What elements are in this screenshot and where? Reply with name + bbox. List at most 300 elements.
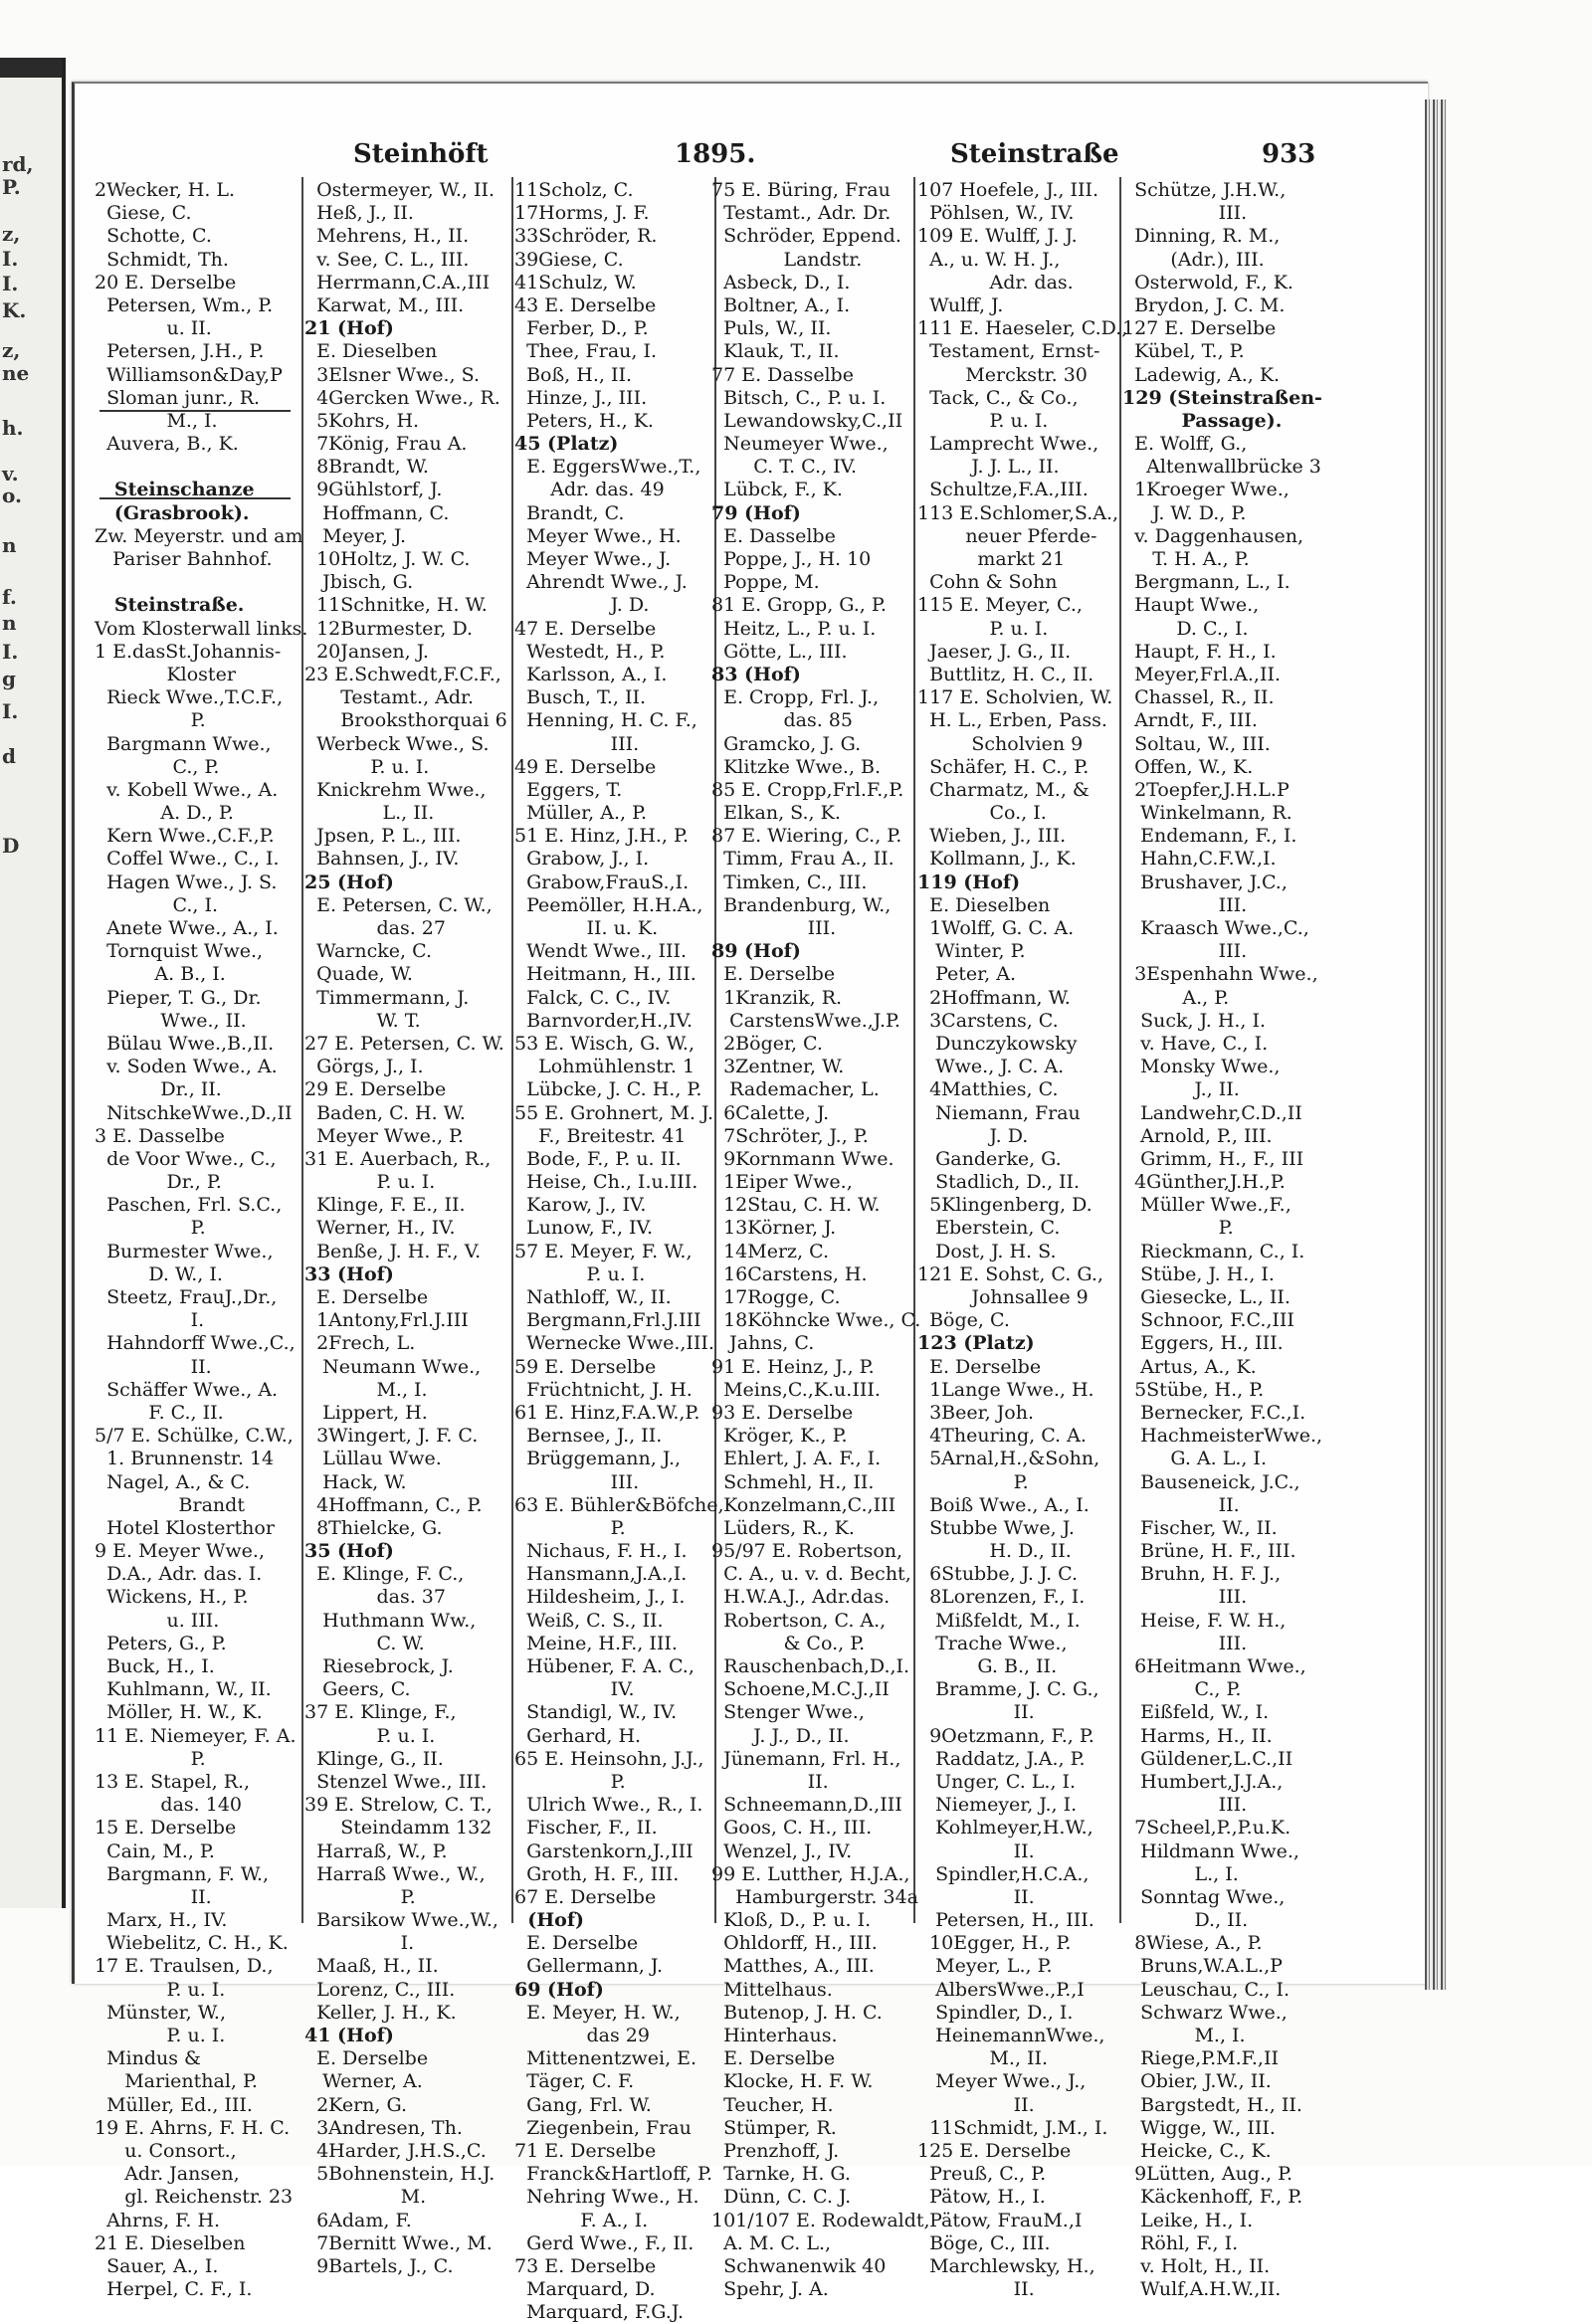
directory-line: Bode, F., P. u. II. <box>514 1147 682 1170</box>
directory-line: Heß, J., II. <box>304 202 414 225</box>
directory-line: 1Kranzik, R. <box>711 986 843 1009</box>
directory-line: Leike, H., I. <box>1122 2209 1254 2231</box>
directory-line: Landstr. <box>711 248 863 271</box>
directory-line: 9Bartels, J., C. <box>304 2254 454 2277</box>
directory-line: 2Böger, C. <box>711 1032 823 1055</box>
directory-line: Gerhard, H. <box>514 1724 642 1747</box>
directory-line: Jahns, C. <box>711 1332 815 1355</box>
directory-line: 25 (Hof) <box>304 871 394 893</box>
directory-line: Niemann, Frau <box>917 1101 1081 1124</box>
directory-line: Nehring Wwe., H. <box>514 2186 699 2209</box>
directory-line: Brooksthorquai 6 <box>304 709 507 732</box>
directory-line: Konzelmann,C.,III <box>711 1493 896 1516</box>
directory-line: Huthmann Ww., <box>304 1609 477 1632</box>
directory-line: E. Dasselbe <box>711 524 836 547</box>
directory-line: 18Köhncke Wwe., C. <box>711 1309 921 1332</box>
directory-line: F. A., I. <box>514 2209 649 2231</box>
directory-line: Lippert, H. <box>304 1401 428 1424</box>
directory-line: Klitzke Wwe., B. <box>711 755 882 778</box>
directory-line: Heitmann, H., III. <box>514 963 696 986</box>
directory-line: II. <box>917 1701 1035 1724</box>
directory-line: 1Lange Wwe., H. <box>917 1378 1094 1401</box>
directory-line: Eggers, T. <box>514 778 623 801</box>
directory-line: Obier, J.W., II. <box>1122 2070 1272 2093</box>
directory-line: 8Brandt, W. <box>304 456 429 479</box>
directory-line: (Hof) <box>514 1909 585 1932</box>
directory-line: Jbisch, G. <box>304 571 414 594</box>
directory-line: 10Holtz, J. W. C. <box>304 548 471 570</box>
directory-line: III. <box>514 732 640 755</box>
margin-fragment: d <box>2 744 16 768</box>
directory-line: Haupt Wwe., <box>1122 594 1260 617</box>
directory-line: Brandt, C. <box>514 501 625 524</box>
directory-line: Ahrns, F. H. <box>95 2209 221 2231</box>
directory-line: M. <box>304 2186 427 2209</box>
directory-line: Heise, F. W. H., <box>1122 1609 1287 1632</box>
directory-line: 127 E. Derselbe <box>1122 317 1277 340</box>
directory-line: Brydon, J. C. M. <box>1122 293 1286 316</box>
directory-line: 17Rogge, C. <box>711 1286 841 1308</box>
margin-fragment: ne <box>2 361 30 385</box>
directory-line: Williamson&Day,P <box>95 363 283 386</box>
margin-fragment: o. <box>2 484 22 507</box>
margin-fragment: I. <box>2 640 19 664</box>
directory-line: Teucher, H. <box>711 2093 834 2116</box>
directory-line: 11Scholz, C. <box>514 179 634 201</box>
directory-line: 59 E. Derselbe <box>514 1355 657 1378</box>
directory-line: E. Derselbe <box>514 1932 639 1955</box>
directory-line: Lübck, F., K. <box>711 479 843 501</box>
directory-line: 6Heitmann Wwe., <box>1122 1655 1306 1677</box>
directory-line: Hagen Wwe., J. S. <box>95 871 278 893</box>
directory-line: Pieper, T. G., Dr. <box>95 986 262 1009</box>
directory-line: 17 E. Traulsen, D., <box>95 1955 274 1978</box>
directory-line: P. u. I. <box>95 1978 226 2001</box>
directory-line: NitschkeWwe.,D.,II <box>95 1101 293 1124</box>
directory-line: 20 E. Derselbe <box>95 271 237 293</box>
directory-line: 63 E. Bühler&Böfche, <box>514 1493 724 1516</box>
directory-line: Poppe, J., H. 10 <box>711 548 872 570</box>
directory-line: Spindler,H.C.A., <box>917 1862 1090 1885</box>
directory-line: Rieckmann, C., I. <box>1122 1240 1305 1262</box>
directory-line: Osterwold, F., K. <box>1122 271 1294 293</box>
directory-line: 5Arnal,H.,&Sohn, <box>917 1448 1100 1470</box>
directory-line: II. <box>95 1355 212 1378</box>
directory-line: 3 E. Dasselbe <box>95 1124 225 1147</box>
directory-line: 1Wolff, G. C. A. <box>917 917 1075 939</box>
directory-line: Vom Klosterwall links. <box>95 617 308 640</box>
directory-line: Soltau, W., III. <box>1122 732 1271 755</box>
directory-line: P. <box>95 1747 206 1770</box>
directory-line: Elkan, S., K. <box>711 802 841 825</box>
directory-line: 6Calette, J. <box>711 1101 830 1124</box>
header-right-street: Steinstraße <box>950 139 1119 169</box>
directory-line: Leuschau, C., I. <box>1122 1978 1291 2001</box>
directory-line: Schwanenwik 40 <box>711 2254 887 2277</box>
directory-line: Arndt, F., III. <box>1122 709 1258 732</box>
directory-line: de Voor Wwe., C., <box>95 1147 277 1170</box>
directory-line: Meyer Wwe., J., <box>917 2070 1087 2093</box>
directory-line: HachmeisterWwe., <box>1122 1425 1323 1448</box>
directory-line: Peter, A. <box>917 963 1017 986</box>
directory-line: Bruhn, H. F. J., <box>1122 1563 1282 1586</box>
margin-fragment: rd, <box>2 152 34 176</box>
directory-line: III. <box>1122 202 1248 225</box>
directory-line: Klauk, T., II. <box>711 340 840 363</box>
directory-line: Wernecke Wwe.,III. <box>514 1332 714 1355</box>
directory-line: Petersen, Wm., P. <box>95 293 274 316</box>
directory-line: F., Breitestr. 41 <box>514 1124 687 1147</box>
directory-line: Mittenentzwei, E. <box>514 2047 697 2070</box>
directory-line: E. Dieselben <box>917 893 1051 916</box>
directory-line: 79 (Hof) <box>711 501 801 524</box>
directory-line: Ulrich Wwe., R., I. <box>514 1794 703 1817</box>
margin-fragment: g <box>2 667 16 690</box>
directory-line: Meins,C.,K.u.III. <box>711 1378 881 1401</box>
directory-line: Schmehl, H., II. <box>711 1470 875 1493</box>
directory-line: 3Carstens, C. <box>917 1009 1059 1032</box>
directory-line: Franck&Hartloff, P. <box>514 2163 712 2186</box>
directory-line: 109 E. Wulff, J. J. <box>917 225 1078 248</box>
directory-line: Stubbe Wwe, J. <box>917 1516 1075 1539</box>
directory-line: Stübe, J. H., I. <box>1122 1262 1275 1285</box>
directory-line: Petersen, H., III. <box>917 1909 1094 1932</box>
directory-line: Brüggemann, J., <box>514 1448 682 1470</box>
directory-line: Brushaver, J.C., <box>1122 871 1288 893</box>
directory-line: Ferber, D., P. <box>514 317 649 340</box>
directory-line: Gerd Wwe., F., II. <box>514 2231 695 2254</box>
directory-line: Poppe, M. <box>711 571 820 594</box>
directory-line: E. Derselbe <box>304 2047 429 2070</box>
directory-line: Testamt., Adr. Dr. <box>711 202 892 225</box>
directory-line: Lamprecht Wwe., <box>917 433 1099 456</box>
directory-line: Marienthal, P. <box>95 2070 258 2093</box>
directory-line: Karwat, M., III. <box>304 293 465 316</box>
margin-fragment: I. <box>2 272 19 295</box>
directory-line: II. <box>917 1885 1035 1908</box>
directory-line: L., II. <box>304 802 435 825</box>
directory-line: Keller, J. H., K. <box>304 2001 457 2024</box>
directory-line: P. <box>917 1470 1029 1493</box>
directory-line: u. II. <box>95 317 212 340</box>
directory-line: Giese, C. <box>95 202 192 225</box>
directory-line: 13Körner, J. <box>711 1217 837 1240</box>
directory-line: 53 E. Wisch, G. W., <box>514 1032 696 1055</box>
directory-line: Boiß Wwe., A., I. <box>917 1493 1090 1516</box>
directory-line: I. <box>304 1932 415 1955</box>
directory-line: 111 E. Haeseler, C.D., <box>917 317 1128 340</box>
directory-line: L., I. <box>1122 1862 1239 1885</box>
directory-line: Hübener, F. A. C., <box>514 1655 695 1677</box>
directory-line: 85 E. Cropp,Frl.F.,P. <box>711 778 904 801</box>
directory-line: Timmermann, J. <box>304 986 470 1009</box>
directory-line: 9Gühlstorf, J. <box>304 479 443 501</box>
directory-line: 5Klingenberg, D. <box>917 1194 1093 1217</box>
directory-line: Preuß, C., P. <box>917 2163 1047 2186</box>
directory-line: Falck, C. C., IV. <box>514 986 672 1009</box>
directory-line: 7Scheel,P.,P.u.K. <box>1122 1817 1292 1840</box>
directory-line: 3Espenhahn Wwe., <box>1122 963 1318 986</box>
directory-line: 101/107 E. Rodewaldt, <box>711 2209 930 2231</box>
directory-line: Wulf,A.H.W.,II. <box>1122 2278 1282 2301</box>
directory-line: Kern Wwe.,C.F.,P. <box>95 825 275 848</box>
directory-line: Hinterhaus. <box>711 2025 838 2046</box>
directory-line: Wiebelitz, C. H., K. <box>95 1932 289 1955</box>
directory-line: Grabow,FrauS.,I. <box>514 871 690 893</box>
directory-line: AlbersWwe.,P.,I <box>917 1978 1085 2001</box>
directory-line: D., II. <box>1122 1909 1249 1932</box>
directory-line: III. <box>1122 1586 1248 1609</box>
directory-line: Dr., II. <box>95 1078 222 1101</box>
directory-line: Charmatz, M., & <box>917 778 1090 801</box>
directory-line: Meyer,Frl.A.,II. <box>1122 663 1282 685</box>
directory-line: Pätow, H., I. <box>917 2186 1046 2209</box>
directory-line: Spindler, D., I. <box>917 2001 1074 2024</box>
directory-line: Anete Wwe., A., I. <box>95 917 279 939</box>
directory-line: Maaß, H., II. <box>304 1955 439 1978</box>
directory-line: Monsky Wwe., <box>1122 1056 1281 1078</box>
page-stack-edge <box>1425 99 1447 1990</box>
directory-line: P. u. I. <box>514 1262 646 1285</box>
directory-line: 8Lorenzen, F., I. <box>917 1586 1086 1609</box>
directory-line: M., I. <box>95 409 218 432</box>
margin-fragment: z, <box>2 222 21 246</box>
directory-line: 27 E. Petersen, C. W. <box>304 1032 504 1055</box>
directory-line: Stenzel Wwe., III. <box>304 1770 488 1793</box>
directory-line: 69 (Hof) <box>514 1978 604 2001</box>
directory-line: Stenger Wwe., <box>711 1701 865 1724</box>
directory-line: Schnoor, F.C.,III <box>1122 1309 1294 1332</box>
directory-line: Sloman junr., R. <box>95 386 261 409</box>
directory-line: Peters, G., P. <box>95 1632 227 1654</box>
directory-line: C., P. <box>1122 1678 1242 1701</box>
directory-line: Tornquist Wwe., <box>95 940 264 963</box>
directory-line: Werner, H., IV. <box>304 1217 456 1240</box>
directory-line: II. <box>711 1770 829 1793</box>
directory-line: 2Toepfer,J.H.L.P <box>1122 778 1290 801</box>
header-page-number: 933 <box>1262 139 1316 169</box>
directory-line: Schneemann,D.,III <box>711 1794 902 1817</box>
directory-line: II. <box>95 1885 212 1908</box>
directory-line: Dost, J. H. S. <box>917 1240 1057 1262</box>
directory-line: 12Stau, C. H. W. <box>711 1194 881 1217</box>
directory-line: Wulff, J. <box>917 293 1004 316</box>
directory-line: Offen, W., K. <box>1122 755 1254 778</box>
directory-line: 5Bohnenstein, H.J. <box>304 2163 496 2186</box>
directory-line: Dr., P. <box>95 1171 222 1194</box>
directory-line: 2Kern, G. <box>304 2093 408 2116</box>
directory-line: Quade, W. <box>304 963 413 986</box>
directory-line: Hansmann,J.A.,I. <box>514 1563 688 1586</box>
directory-line: 117 E. Scholvien, W. <box>917 686 1113 709</box>
directory-line: Steetz, FrauJ.,Dr., <box>95 1286 278 1308</box>
directory-line: Steinschanze <box>95 479 255 501</box>
margin-fragment: K. <box>2 298 27 322</box>
directory-line: Hoffmann, C. <box>304 501 450 524</box>
directory-line: Käckenhoff, F., P. <box>1122 2186 1303 2209</box>
directory-line: II. <box>917 1840 1035 1862</box>
directory-line: Meyer Wwe., H. <box>514 524 682 547</box>
directory-line: Pätow, FrauM.,I <box>917 2209 1083 2231</box>
directory-line: das. 85 <box>711 709 853 732</box>
directory-line: J. W. D., P. <box>1122 501 1247 524</box>
directory-line: Bergmann,Frl.J.III <box>514 1309 701 1332</box>
directory-line: Herpel, C. F., I. <box>95 2278 253 2301</box>
directory-line: Boltner, A., I. <box>711 293 851 316</box>
directory-line: Niemeyer, J., I. <box>917 1794 1078 1817</box>
directory-line: 41Schulz, W. <box>514 271 637 293</box>
directory-line: 71 E. Derselbe <box>514 2139 657 2162</box>
directory-line: E. EggersWwe.,T., <box>514 456 701 479</box>
directory-line: Standigl, W., IV. <box>514 1701 678 1724</box>
directory-line: 39Giese, C. <box>514 248 624 271</box>
margin-fragment: P. <box>2 175 21 199</box>
directory-line: Dunczykowsky <box>917 1032 1078 1055</box>
directory-line: Riesebrock, J. <box>304 1655 454 1677</box>
directory-line: E. Derselbe <box>711 963 836 986</box>
directory-line: A. B., I. <box>95 963 226 986</box>
directory-line: Kröger, K., P. <box>711 1425 848 1448</box>
directory-line: Puls, W., II. <box>711 317 832 340</box>
directory-line: Cain, M., P. <box>95 1840 215 1862</box>
directory-line: Karow, J., IV. <box>514 1194 647 1217</box>
directory-line: Kohlmeyer,H.W., <box>917 1817 1094 1840</box>
directory-line: Kuhlmann, W., II. <box>95 1678 272 1701</box>
directory-line: Mehrens, H., II. <box>304 225 470 248</box>
directory-line: 45 (Platz) <box>514 433 619 456</box>
directory-line: Heise, Ch., I.u.III. <box>514 1171 698 1194</box>
directory-line: 125 E. Derselbe <box>917 2139 1072 2162</box>
directory-line: Burmester Wwe., <box>95 1240 274 1262</box>
directory-line: Boß, H., II. <box>514 363 632 386</box>
directory-line: 77 E. Dasselbe <box>711 363 854 386</box>
directory-line: Hahndorff Wwe.,C., <box>95 1332 296 1355</box>
directory-line: 113 E.Schlomer,S.A., <box>917 501 1119 524</box>
directory-line: Geers, C. <box>304 1678 411 1701</box>
directory-line: P. <box>95 709 206 732</box>
directory-line: 2Frech, L. <box>304 1332 416 1355</box>
directory-line: Gellermann, J. <box>514 1955 664 1978</box>
directory-line: III. <box>1122 940 1248 963</box>
directory-line: Brüne, H. F., III. <box>1122 1540 1296 1563</box>
directory-line: Winter, P. <box>917 940 1026 963</box>
directory-line: Marx, H., IV. <box>95 1909 228 1932</box>
directory-line: Wwe., J. C. A. <box>917 1056 1065 1078</box>
directory-line: Fischer, W., II. <box>1122 1516 1278 1539</box>
directory-line: CarstensWwe.,J.P. <box>711 1009 900 1032</box>
directory-line: III. <box>711 917 837 939</box>
directory-line: 1 E.dasSt.Johannis- <box>95 640 282 663</box>
directory-line: E. Derselbe <box>711 2047 836 2070</box>
directory-line: D.A., Adr. das. I. <box>95 1563 263 1586</box>
directory-line: P. <box>1122 1217 1234 1240</box>
directory-line: Wendt Wwe., III. <box>514 940 688 963</box>
directory-line: T. H. A., P. <box>1122 548 1250 570</box>
directory-line: 19 E. Ahrns, F. H. C. <box>95 2116 291 2139</box>
directory-line: 129 (Steinstraßen- <box>1122 386 1322 409</box>
directory-line: Trache Wwe., <box>917 1632 1068 1654</box>
directory-line: 16Carstens, H. <box>711 1262 868 1285</box>
directory-line: das 29 <box>514 2025 650 2046</box>
directory-line: 89 (Hof) <box>711 940 801 963</box>
directory-line: Auvera, B., K. <box>95 433 239 456</box>
directory-line: Jaeser, J. G., II. <box>917 640 1072 663</box>
directory-line: Hack, W. <box>304 1470 407 1493</box>
directory-line: G. A. L., I. <box>1122 1448 1267 1470</box>
column-2 <box>304 179 507 2278</box>
directory-line: Schwarz Wwe., <box>1122 2001 1288 2024</box>
directory-line: Wigge, W., III. <box>1122 2116 1276 2139</box>
directory-line: Peters, H., K. <box>514 409 654 432</box>
directory-line: Bitsch, C., P. u. I. <box>711 386 887 409</box>
directory-line: Heicke, C., K. <box>1122 2139 1272 2162</box>
directory-line: C., I. <box>95 893 219 916</box>
directory-line: Grimm, H., F., III <box>1122 1147 1304 1170</box>
directory-line: Matthes, A., III. <box>711 1955 875 1978</box>
directory-line: das. 37 <box>304 1586 446 1609</box>
directory-line: 21 E. Dieselben <box>95 2231 246 2254</box>
directory-line: Herrmann,C.A.,III <box>304 271 491 293</box>
directory-line: 9Lütten, Aug., P. <box>1122 2163 1294 2186</box>
directory-line: Münster, W., <box>95 2001 226 2024</box>
directory-line: Röhl, F., I. <box>1122 2231 1239 2254</box>
directory-line: H. L., Erben, Pass. <box>917 709 1107 732</box>
directory-line: 95/97 E. Robertson, <box>711 1540 903 1563</box>
directory-line: v. Kobell Wwe., A. <box>95 778 279 801</box>
directory-line: 39 E. Strelow, C. T., <box>304 1794 493 1817</box>
directory-line: Müller, A., P. <box>514 802 648 825</box>
directory-line: Coffel Wwe., C., I. <box>95 848 280 871</box>
directory-line: I. <box>95 1309 205 1332</box>
directory-line: Ganderke, G. <box>917 1147 1062 1170</box>
directory-line: 8Wiese, A., P. <box>1122 1932 1263 1955</box>
directory-line: Giesecke, L., II. <box>1122 1286 1291 1308</box>
header-year: 1895. <box>675 139 756 169</box>
directory-line: Schäfer, H. C., P. <box>917 755 1090 778</box>
directory-line: 35 (Hof) <box>304 1540 394 1563</box>
directory-line: Bruns,W.A.L.,P <box>1122 1955 1283 1978</box>
directory-line: Jünemann, Frl. H., <box>711 1747 901 1770</box>
directory-line: 9Kornmann Wwe. <box>711 1147 895 1170</box>
directory-line: Meyer, J. <box>304 524 407 547</box>
directory-line: J. J., D., II. <box>711 1724 850 1747</box>
directory-line: Sonntag Wwe., <box>1122 1885 1286 1908</box>
directory-line: HeinemannWwe., <box>917 2025 1105 2046</box>
directory-line: II. u. K. <box>514 917 659 939</box>
directory-line: 29 E. Derselbe <box>304 1078 447 1101</box>
directory-line: Kloster <box>95 663 236 685</box>
directory-line: 55 E. Grohnert, M. J. <box>514 1101 714 1124</box>
directory-line: Merckstr. 30 <box>917 363 1088 386</box>
directory-line: III. <box>1122 1632 1248 1654</box>
directory-line: 4Gercken Wwe., R. <box>304 386 500 409</box>
directory-line: Nathloff, W., II. <box>514 1286 672 1308</box>
directory-line: Eißfeld, W., I. <box>1122 1701 1270 1724</box>
directory-line: D. W., I. <box>95 1262 223 1285</box>
directory-line: gl. Reichenstr. 23 <box>95 2186 294 2209</box>
directory-line: 37 E. Klinge, F., <box>304 1701 457 1724</box>
directory-line: & Co., P. <box>711 1632 866 1654</box>
directory-line: v. See, C. L., III. <box>304 248 470 271</box>
directory-line: 3Beer, Joh. <box>917 1401 1035 1424</box>
directory-line: 17Horms, J. F. <box>514 202 650 225</box>
directory-line: Schäffer Wwe., A. <box>95 1378 279 1401</box>
directory-line: III. <box>1122 1794 1248 1817</box>
directory-line: A., P. <box>1122 986 1230 1009</box>
directory-line: E. Wolff, G., <box>1122 433 1248 456</box>
directory-line: 23 E.Schwedt,F.C.F., <box>304 663 501 685</box>
directory-line: u. Consort., <box>95 2139 237 2162</box>
